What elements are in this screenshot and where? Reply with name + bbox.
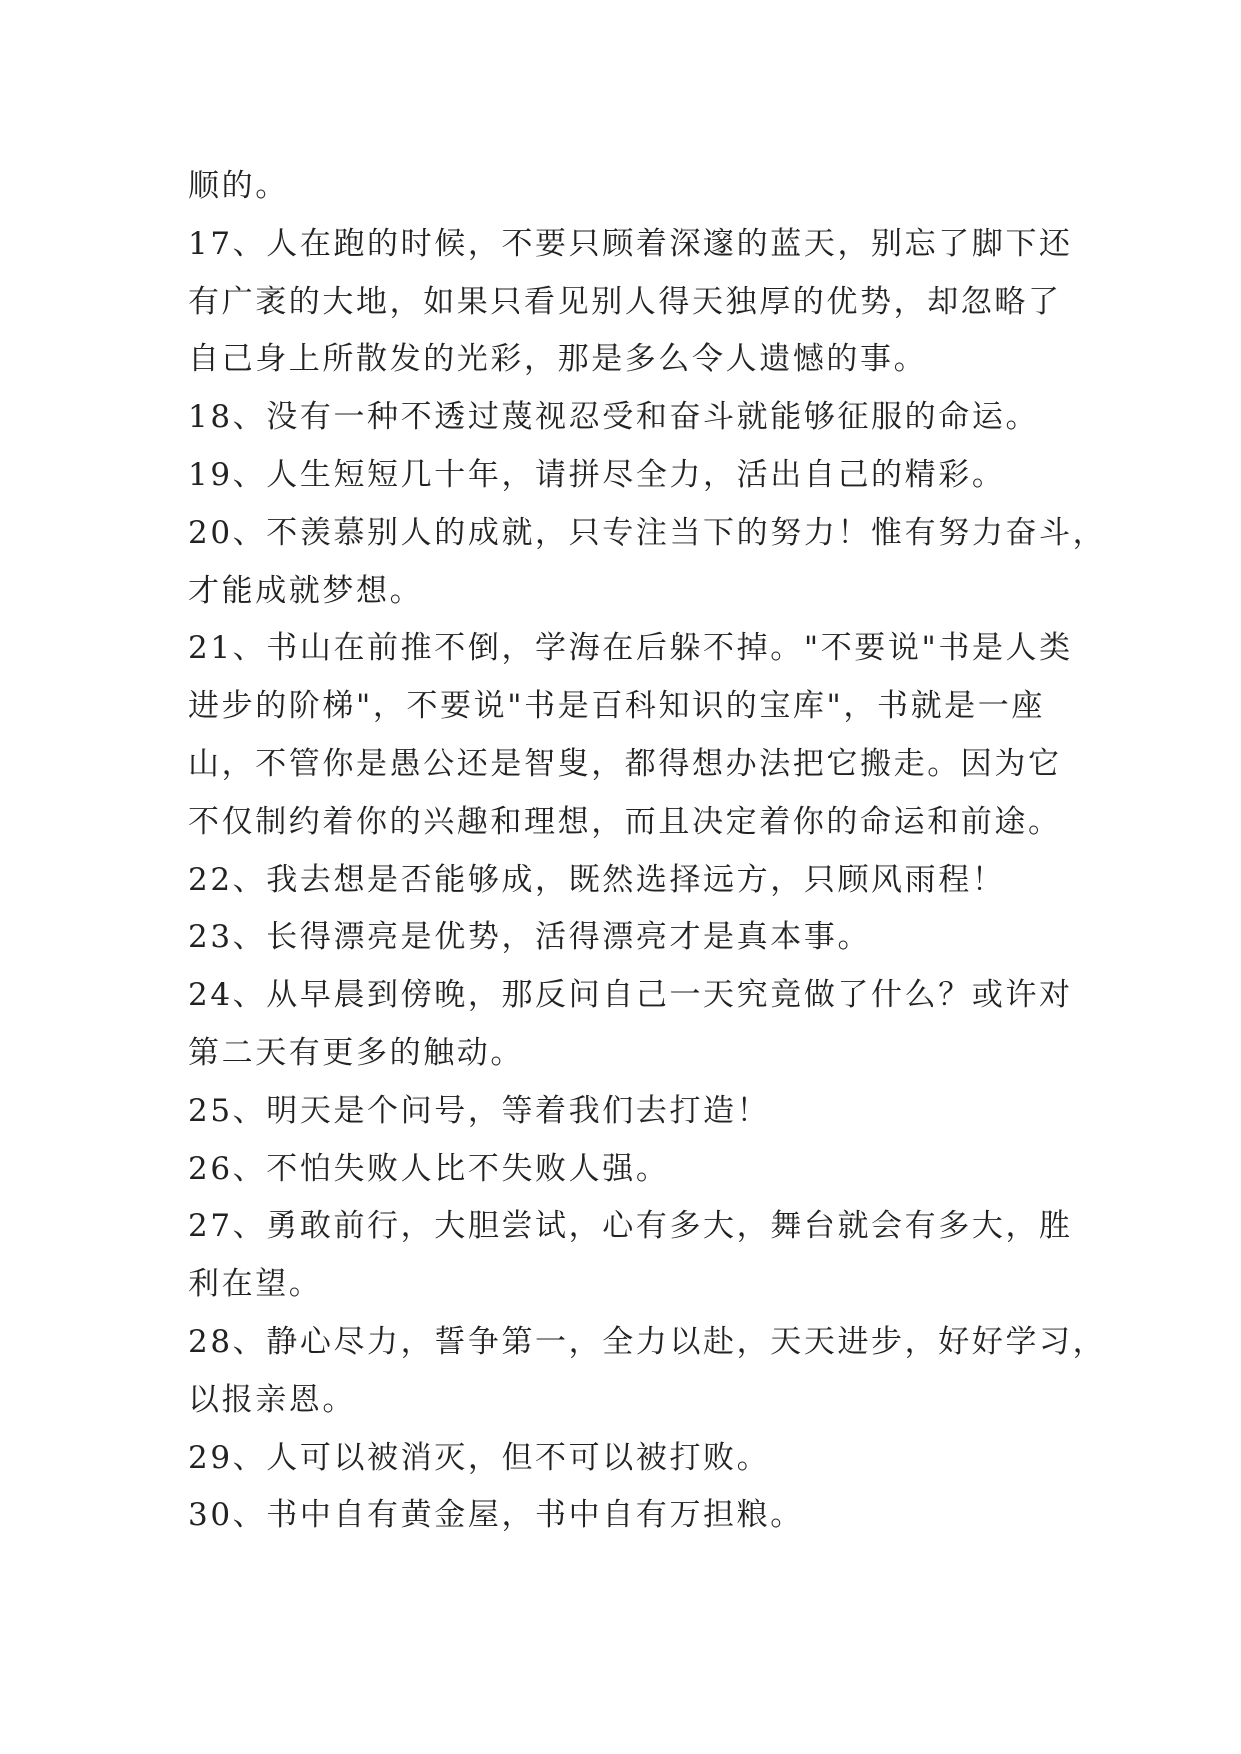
text-line: 山，不管你是愚公还是智叟，都得想办法把它搬走。因为它 [188,745,1062,782]
text-line: 19、人生短短几十年，请拼尽全力，活出自己的精彩。 [188,456,1006,493]
text-line: 17、人在跑的时候，不要只顾着深邃的蓝天，别忘了脚下还 [188,225,1073,262]
text-line: 利在望。 [188,1266,323,1303]
text-line: 26、不怕失败人比不失败人强。 [188,1150,670,1187]
text-line: 有广袤的大地，如果只看见别人得天独厚的优势，却忽略了 [188,283,1062,320]
text-line: 自己身上所散发的光彩，那是多么令人遗憾的事。 [188,341,928,378]
text-line: 25、明天是个问号，等着我们去打造！ [188,1092,771,1129]
text-line: 以报亲恩。 [188,1381,356,1418]
text-line: 20、不羡慕别人的成就，只专注当下的努力！惟有努力奋斗， [188,514,1107,551]
text-line: 第二天有更多的触动。 [188,1034,524,1071]
body-text [188,158,1107,1545]
text-line: 18、没有一种不透过蔑视忍受和奋斗就能够征服的命运。 [188,399,1040,436]
text-line: 23、长得漂亮是优势，活得漂亮才是真本事。 [188,919,872,956]
text-line: 不仅制约着你的兴趣和理想，而且决定着你的命运和前途。 [188,803,1062,840]
text-line: 27、勇敢前行，大胆尝试，心有多大，舞台就会有多大，胜 [188,1208,1073,1245]
text-line: 顺的。 [188,168,289,204]
text-line: 24、从早晨到傍晚，那反问自己一天究竟做了什么？或许对 [188,977,1073,1014]
text-line: 才能成就梦想。 [188,572,424,609]
text-line: 21、书山在前推不倒，学海在后躲不掉。"不要说"书是人类 [188,630,1073,667]
text-line: 30、书中自有黄金屋，书中自有万担粮。 [188,1497,804,1534]
text-line: 进步的阶梯"，不要说"书是百科知识的宝库"，书就是一座 [188,688,1045,725]
text-line: 22、我去想是否能够成，既然选择远方，只顾风雨程！ [188,861,1006,898]
text-line: 29、人可以被消灭，但不可以被打败。 [188,1439,771,1476]
text-line: 28、静心尽力，誓争第一，全力以赴，天天进步，好好学习， [188,1323,1107,1360]
